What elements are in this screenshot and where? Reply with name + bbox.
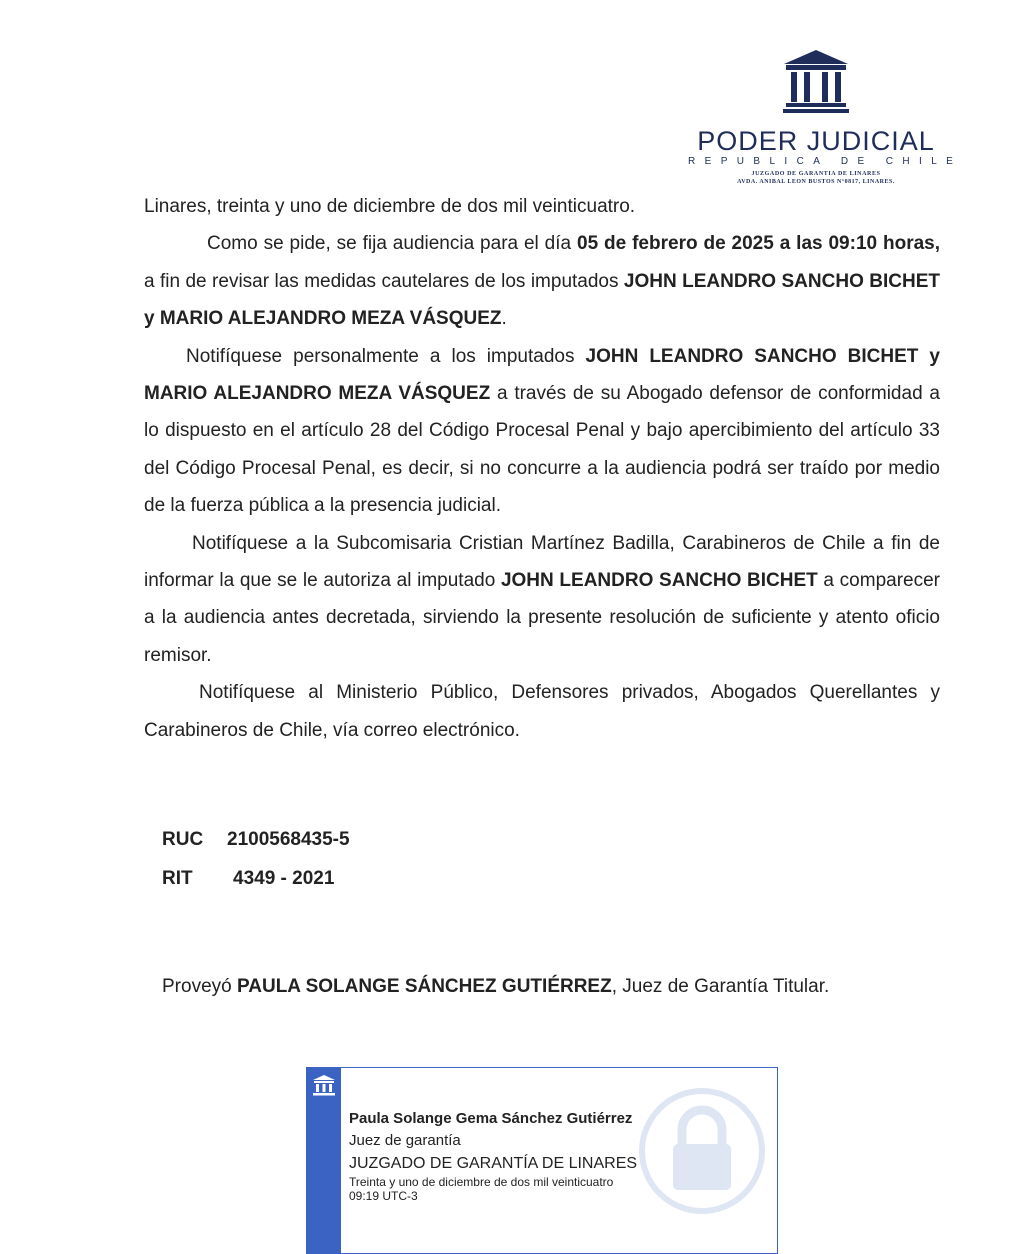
resolution-body	[144, 188, 940, 749]
lock-watermark-icon	[637, 1086, 767, 1216]
rit-row	[162, 859, 350, 898]
judge-name: PAULA SOLANGE SÁNCHEZ GUTIÉRREZ	[236, 976, 612, 997]
court-name-line: JUZGADO DE GARANTIA DE LINARES	[751, 171, 881, 177]
paragraph-notify-accused: Notifíquese personalmente a los imputados JOHN LEANDRO SANCHO BICHET y MARIO ALEJANDRO MEZA VÁSQUEZ a través de su Abogado defensor de conformidad a lo dispuesto en el artículo 28 del Código Procesal Penal y bajo apercibimiento del artículo 33 del Código Procesal Penal, es decir, si no concurre a la audiencia podrá ser traído por medio de la fuerza pública a la presencia judicial.	[144, 345, 940, 517]
rit-value: 4349 - 2021	[233, 868, 335, 889]
logo-subtitle: REPUBLICA DE CHILE	[688, 156, 963, 167]
paragraph-notify-police: Notifíquese a la Subcomisaria Cristian Martínez Badilla, Carabineros de Chile a fin de informar la que se le autoriza al imputado JOHN LEANDRO SANCHO BICHET a comparecer a la audiencia antes decretada, sirviendo la presente resolución de suficiente y atento oficio remisor.	[144, 532, 940, 666]
signer-name: Paula Solange Gema Sánchez Gutiérrez	[349, 1110, 633, 1127]
poder-judicial-logo	[688, 48, 963, 188]
signer-court: JUZGADO DE GARANTÍA DE LINARES	[349, 1155, 638, 1172]
signature-time: 09:19 UTC-3	[349, 1189, 418, 1203]
logo-title: PODER JUDICIAL	[697, 126, 935, 156]
courthouse-icon	[312, 1074, 336, 1096]
ruc-label: RUC	[162, 829, 204, 850]
signer-role: Juez de garantía	[349, 1132, 461, 1149]
court-address-line: AVDA. ANIBAL LEON BUSTOS N°0817, LINARES.	[737, 179, 895, 185]
ruc-row	[162, 820, 350, 859]
signature-accent-bar	[307, 1068, 341, 1253]
electronic-signature-box	[306, 1067, 778, 1254]
case-identifiers	[162, 820, 350, 898]
date-line: Linares, treinta y uno de diciembre de dos mil veinticuatro.	[144, 196, 636, 217]
rit-label: RIT	[162, 868, 193, 889]
paragraph-notify-parties: Notifíquese al Ministerio Público, Defensores privados, Abogados Querellantes y Carabineros de Chile, vía correo electrónico.	[144, 682, 940, 741]
judge-line: Proveyó PAULA SOLANGE SÁNCHEZ GUTIÉRREZ, Juez de Garantía Titular.	[162, 976, 830, 997]
courthouse-icon	[782, 48, 850, 114]
ruc-value: 2100568435-5	[227, 829, 350, 850]
signature-date: Treinta y uno de diciembre de dos mil veinticuatro	[349, 1175, 614, 1189]
paragraph-hearing: Como se pide, se fija audiencia para el día 05 de febrero de 2025 a las 09:10 horas, a fin de revisar las medidas cautelares de los imputados JOHN LEANDRO SANCHO BICHET y MARIO ALEJANDRO MEZA VÁSQUEZ.	[144, 233, 941, 330]
signature-text	[349, 1108, 637, 1203]
